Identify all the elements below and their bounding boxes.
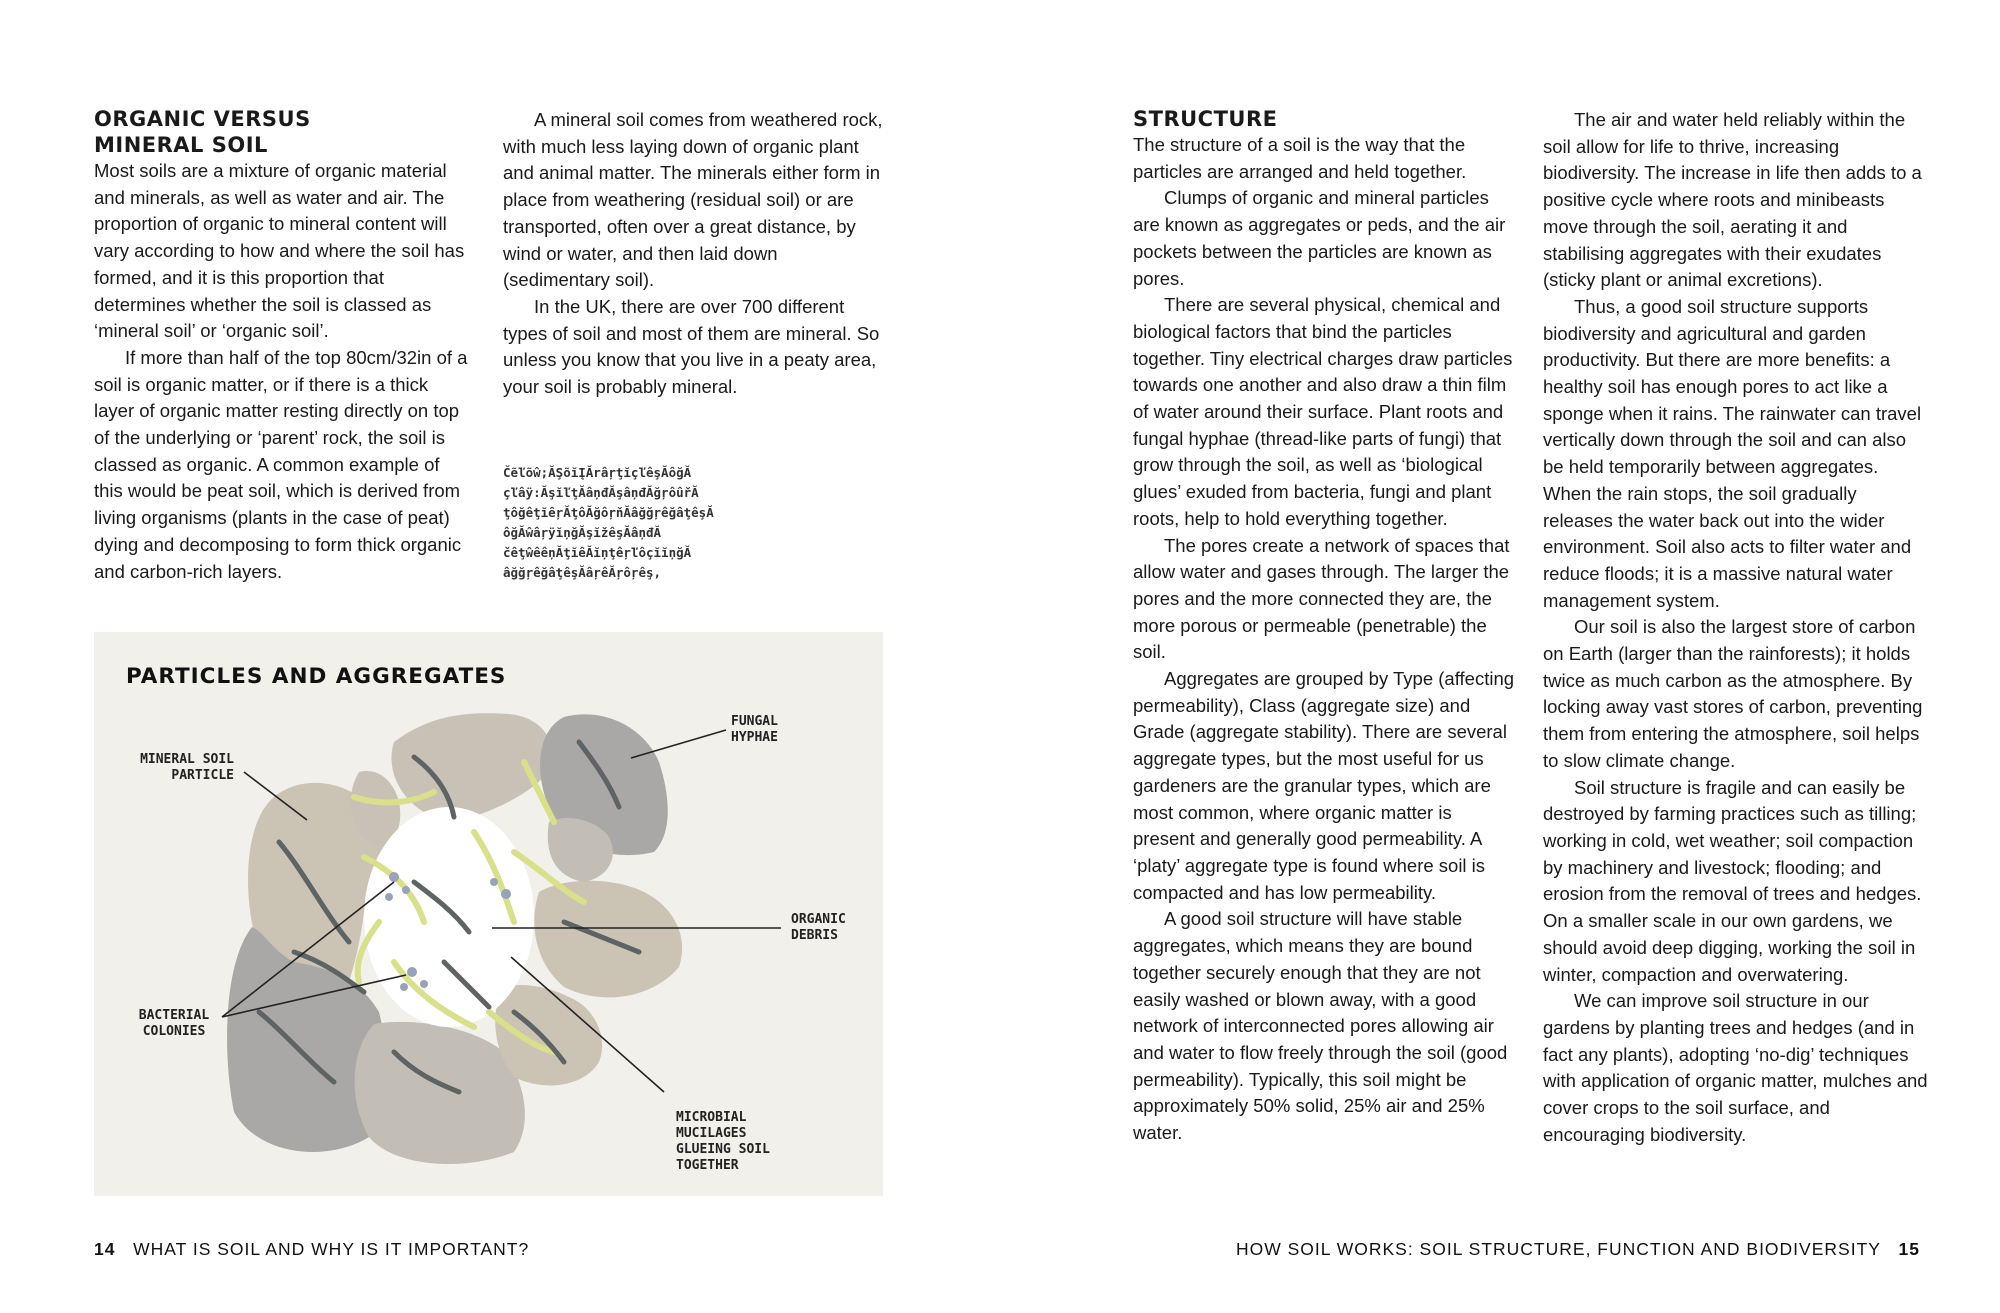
label-organic-debris: ORGANIC DEBRIS xyxy=(791,912,846,943)
label-fungal-hyphae: FUNGAL HYPHAE xyxy=(731,714,778,745)
footer-left xyxy=(94,1239,529,1260)
paragraph: There are several physical, chemical and biological factors that bind the particles together. Tiny electrical charges draw particles towards one another and also draw a thin film of water around their surface. Plant roots and fungal hyphae (thread-like parts of fungi) that grow through the soil, as well as ‘biological glues’ exuded from bacteria, fungi and plant roots, help to hold everything together. xyxy=(1133,294,1513,529)
garbled-caption xyxy=(503,463,803,583)
garbled-line: Čẽľõŵ;ĂŞõĭĮĂrâŗţĭçľêşĂôğĂ xyxy=(503,465,692,480)
running-footer: WHAT IS SOIL AND WHY IS IT IMPORTANT? xyxy=(133,1239,530,1259)
paragraph: The pores create a network of spaces that allow water and gases through. The larger the pores and the more connected they are, the more porous or permeable (penetrable) the soil. xyxy=(1133,534,1510,663)
particles-aggregates-figure xyxy=(94,632,883,1196)
mineral-particle xyxy=(495,985,602,1085)
paragraph: Aggregates are grouped by Type (affecting permeability), Class (aggregate size) and Grade (aggregate stability). There are several aggregate types, but the most useful for us gardeners are the granular types, which are most common, where organic matter is present and generally good permeability. A ‘platy’ aggregate type is found where soil is compacted and has low permeability. xyxy=(1133,668,1515,903)
garbled-line: ţôğêţĭêŗĂţôĂğôŗňĂâğğŗêğâţêşĂ xyxy=(503,505,714,520)
page-number: 15 xyxy=(1898,1239,1920,1259)
footer-right xyxy=(1236,1239,1920,1260)
label-microbial-mucilages: MICROBIAL MUCILAGES GLUEING SOIL TOGETHER xyxy=(676,1110,770,1173)
paragraph: We can improve soil structure in our gardens by planting trees and hedges (and in fact any plants), adopting ‘no-dig’ techniques with application of organic matter, mulches and cover crops to the soil surface, and encouraging biodiversity. xyxy=(1543,990,1928,1145)
section-heading-structure: STRUCTURE xyxy=(1133,107,1278,131)
section-heading-organic-versus-mineral xyxy=(94,106,472,158)
pore-space xyxy=(364,807,534,1027)
heading-line-1: ORGANIC VERSUS xyxy=(94,107,311,131)
paragraph: Soil structure is fragile and can easily be destroyed by farming practices such as tilling; working in cold, wet weather; soil compaction by machinery and livestock; flooding; and erosion from the removal of trees and hedges. On a smaller scale in our own gardens, we should avoid deep digging, working the soil in winter, compaction and overwatering. xyxy=(1543,776,1922,985)
paragraph: The air and water held reliably within the soil allow for life to thrive, increasing biodiversity. The increase in life then adds to a positive cycle where roots and minibeasts move through the soil, aerating it and stabilising aggregates with their exudates (sticky plant or animal excretions). xyxy=(1543,109,1922,291)
garbled-line: âğğŗêğâţêşĂâŗêĂŗôŗêş, xyxy=(503,565,662,580)
running-footer: HOW SOIL WORKS: SOIL STRUCTURE, FUNCTION AND BIODIVERSITY xyxy=(1236,1239,1881,1259)
right-column-1 xyxy=(1133,106,1518,1147)
garbled-line: ôğĂŵâŗÿĭņğĂşĭžêşĂâņđĂ xyxy=(503,525,662,540)
garbled-line: čêţŵêêņĂţĭêĂĭņţêŗľôçĭĭņğĂ xyxy=(503,545,692,560)
label-bacterial-colonies: BACTERIAL COLONIES xyxy=(138,1008,210,1039)
paragraph: Most soils are a mixture of organic material and minerals, as well as water and air. The proportion of organic to mineral content will vary according to how and where the soil has formed, and it is this proportion that determines whether the soil is classed as ‘mineral soil’ or ‘organic soil’. xyxy=(94,160,465,342)
paragraph: If more than half of the top 80cm/32in of a soil is organic matter, or if there is a thick layer of organic matter resting directly on top of the underlying or ‘parent’ rock, the soil is classed as organic. A common example of this would be peat soil, which is derived from living organisms (plants in the case of peat) dying and decomposing to form thick organic and carbon-rich layers. xyxy=(94,346,468,582)
paragraph: Clumps of organic and mineral particles are known as aggregates or peds, and the air pockets between the particles are known as pores. xyxy=(1133,187,1506,289)
page-number: 14 xyxy=(94,1239,116,1259)
left-column-2 xyxy=(503,107,888,401)
paragraph: A mineral soil comes from weathered rock, with much less laying down of organic plant and animal matter. The minerals either form in place from weathering (residual soil) or are transported, often over a great distance, by wind or water, and then laid down (sedimentary soil). xyxy=(503,109,883,291)
right-column-2 xyxy=(1543,107,1928,1148)
label-mineral-soil-particle: MINERAL SOIL PARTICLE xyxy=(140,752,234,783)
paragraph: The structure of a soil is the way that the particles are arranged and held together. xyxy=(1133,134,1467,182)
heading-line-2: MINERAL SOIL xyxy=(94,133,268,157)
paragraph: A good soil structure will have stable aggregates, which means they are bound together securely enough that they are not easily washed or blown away, with a good network of interconnected pores allowing air and water to flow freely through the soil (good permeability). Typically, this soil might be approximately 50% solid, 25% air and 25% water. xyxy=(1133,908,1508,1144)
left-column-1 xyxy=(94,106,472,585)
paragraph: Thus, a good soil structure supports biodiversity and agricultural and garden productivity. But there are more benefits: a healthy soil has enough pores to act like a sponge when it rains. The rainwater can travel vertically down through the soil and can also be held temporarily between aggregates. When the rain stops, the soil gradually releases the water back out into the wider environment. Soil also acts to filter water and reduce floods; it is a massive natural water management system. xyxy=(1543,295,1922,611)
paragraph: In the UK, there are over 700 different types of soil and most of them are mineral. So unless you know that you live in a peaty area, your soil is probably mineral. xyxy=(503,295,880,398)
figure-title: PARTICLES AND AGGREGATES xyxy=(126,664,507,689)
paragraph: Our soil is also the largest store of carbon on Earth (larger than the rainforests); it holds twice as much carbon as the atmosphere. By locking away vast stores of carbon, preventing them from entering the atmosphere, soil helps to slow climate change. xyxy=(1543,616,1923,771)
garbled-line: çľâÿ:ĂşĭľţĂâņđĂşâņđĂğŗôûřĂ xyxy=(503,485,699,500)
